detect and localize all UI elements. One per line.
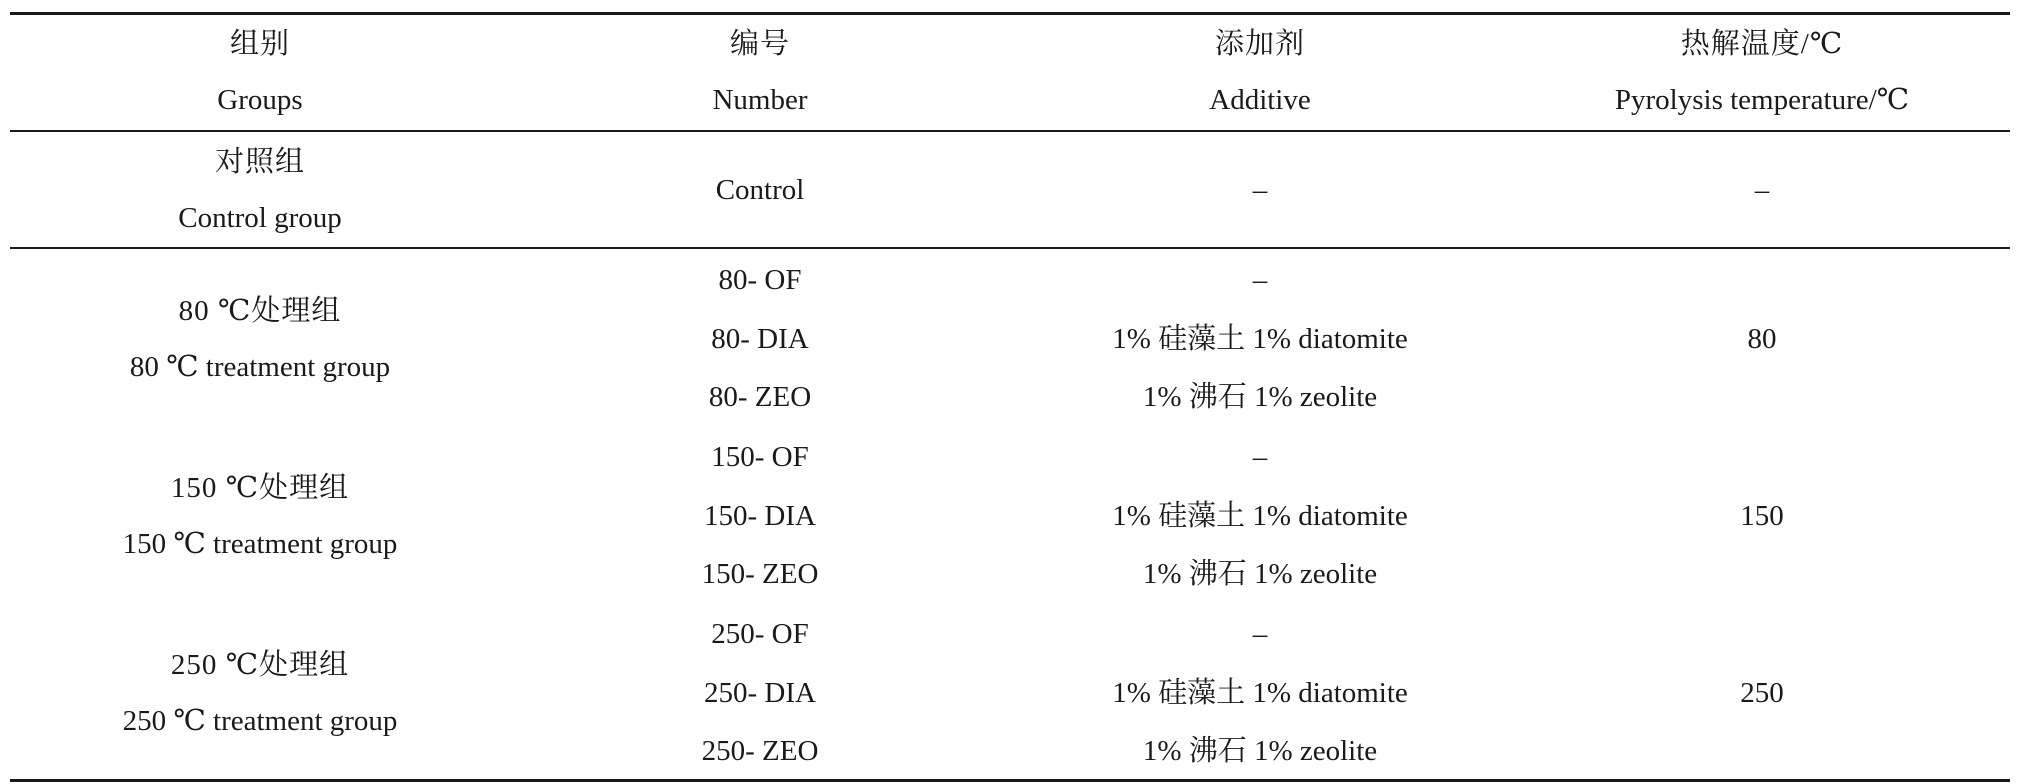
header-additive-zh: 添加剂 [1214, 28, 1306, 60]
group-250-temperature: 250 [1740, 677, 1784, 709]
control-number: Control [715, 174, 805, 206]
group-150-en: 150 ℃ treatment group [122, 528, 398, 560]
control-temperature: – [1754, 174, 1770, 206]
row-150-zeo-number: 150- ZEO [701, 558, 819, 590]
control-additive: – [1252, 174, 1268, 206]
header-number-en: Number [712, 84, 808, 116]
group-250-zh: 250 ℃处理组 [170, 649, 350, 681]
row-150-of-number: 150- OF [711, 441, 809, 473]
header-number-zh: 编号 [729, 28, 791, 60]
group-150-temperature: 150 [1740, 500, 1784, 532]
row-150-dia-number: 150- DIA [704, 500, 816, 532]
table-top-rule [10, 12, 2010, 15]
row-250-of-additive: – [1252, 618, 1268, 650]
row-250-of-number: 250- OF [711, 618, 809, 650]
header-temperature-zh: 热解温度/℃ [1680, 28, 1844, 60]
control-group-en: Control group [178, 202, 342, 234]
row-150-dia-additive: 1% 硅藻土 1% diatomite [1112, 500, 1408, 532]
row-80-zeo-additive: 1% 沸石 1% zeolite [1142, 381, 1378, 413]
row-250-zeo-number: 250- ZEO [701, 735, 819, 767]
group-80-en: 80 ℃ treatment group [129, 351, 391, 383]
row-80-dia-number: 80- DIA [711, 323, 809, 355]
header-groups-zh: 组别 [229, 28, 291, 60]
header-additive-en: Additive [1209, 84, 1311, 116]
row-80-zeo-number: 80- ZEO [708, 381, 812, 413]
group-80-zh: 80 ℃处理组 [178, 295, 342, 327]
row-80-dia-additive: 1% 硅藻土 1% diatomite [1112, 323, 1408, 355]
control-bottom-rule [10, 247, 2010, 249]
row-250-dia-additive: 1% 硅藻土 1% diatomite [1112, 677, 1408, 709]
row-150-zeo-additive: 1% 沸石 1% zeolite [1142, 558, 1378, 590]
control-group-zh: 对照组 [214, 146, 306, 178]
row-250-dia-number: 250- DIA [704, 677, 816, 709]
row-250-zeo-additive: 1% 沸石 1% zeolite [1142, 735, 1378, 767]
row-150-of-additive: – [1252, 441, 1268, 473]
header-temperature-en: Pyrolysis temperature/℃ [1614, 84, 1910, 116]
group-150-zh: 150 ℃处理组 [170, 472, 350, 504]
header-bottom-rule [10, 130, 2010, 132]
row-80-of-additive: – [1252, 264, 1268, 296]
header-groups-en: Groups [217, 84, 303, 116]
row-80-of-number: 80- OF [718, 264, 802, 296]
table-bottom-rule [10, 779, 2010, 782]
group-80-temperature: 80 [1747, 323, 1777, 355]
group-250-en: 250 ℃ treatment group [122, 705, 398, 737]
